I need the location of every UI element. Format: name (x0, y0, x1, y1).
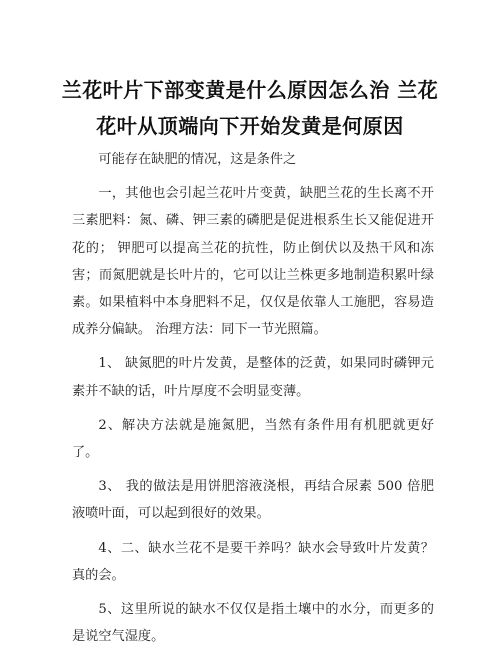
paragraph: 4、二、缺水兰花不是要干养吗？缺水会导致叶片发黄？ 真的会。 (72, 540, 434, 583)
paragraph: 一，其他也会引起兰花叶片变黄，缺肥兰花的生长离不开三素肥料：氮、磷、钾三素的磷肥是促进根系生长又能促进开花的； 钾肥可以提高兰花的抗性，防止倒伏以及热干风和冻害；而氮肥就是长叶片的，它可以让兰株更多地制造积累叶绿素。如果植料中本身肥料不足，仅仅是依靠人工施肥，容易造成养分偏缺。 治理方法：同下一节光照篇。 (72, 186, 434, 338)
paragraph: 2、解决方法就是施氮肥，当然有条件用有机肥就更好了。 (72, 417, 434, 461)
paragraph: 可能存在缺肥的情况，这是条件之 (98, 152, 297, 167)
document-body (72, 146, 434, 657)
paragraph: 3、 我的做法是用饼肥溶液浇根，再结合尿素 500 倍肥液喷叶面，可以起到很好的效果。 (72, 479, 434, 522)
document-title: 兰花叶片下部变黄是什么原因怎么治 兰花花叶从顶端向下开始发黄是何原因 (61, 78, 439, 138)
paragraph: 5、这里所说的缺水不仅仅是指土壤中的水分，而更多的是说空气湿度。 (72, 602, 434, 645)
paragraph: 1、 缺氮肥的叶片发黄，是整体的泛黄，如果同时磷钾元素并不缺的话，叶片厚度不会明显变薄。 (72, 356, 434, 399)
